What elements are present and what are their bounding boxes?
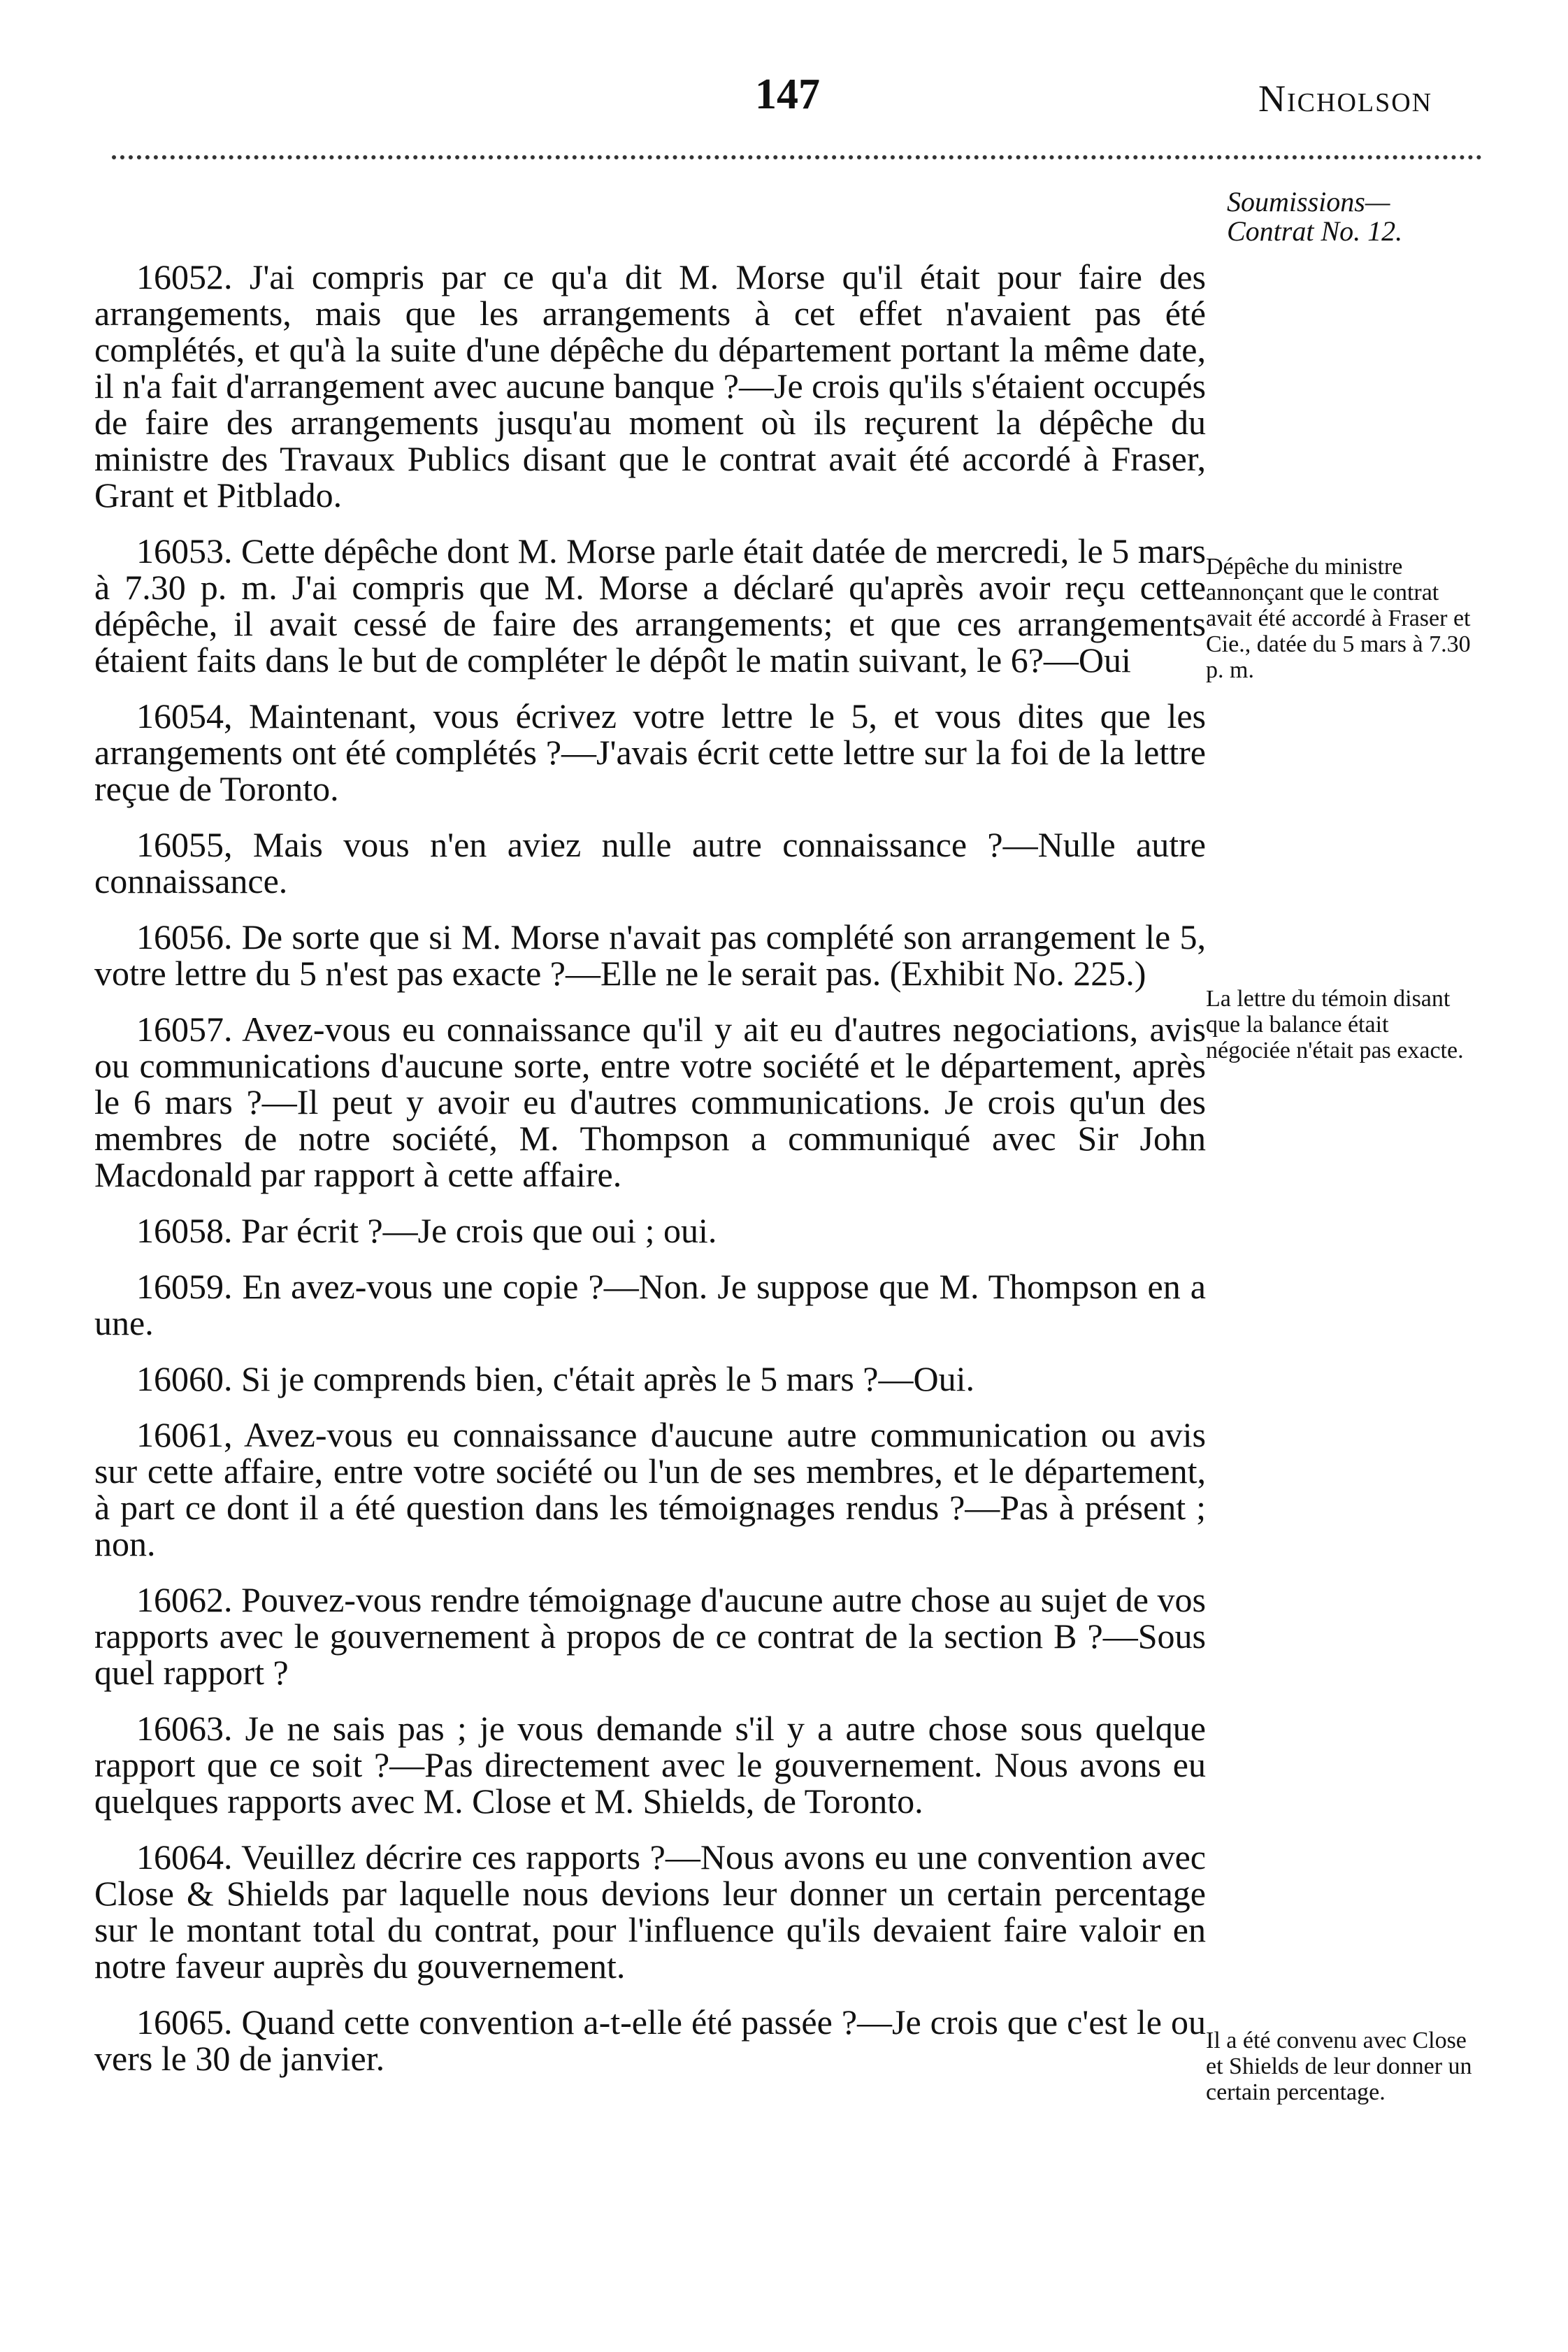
margin-note-convention: Il a été convenu avec Close et Shields de leur donner un certain percentage.: [1206, 2028, 1472, 2105]
question-16056: 16056. De sorte que si M. Morse n'avait pas complété son arrangement le 5, votre lettre du 5 n'est pas exacte ?—Elle ne le serait pas. (Exhibit No. 225.): [94, 917, 1206, 993]
section-note-line: Soumissions—: [1227, 186, 1390, 217]
question-16058: 16058. Par écrit ?—Je crois que oui ; oui.: [136, 1211, 717, 1250]
question-16064: 16064. Veuillez décrire ces rapports ?—Nous avons eu une convention avec Close & Shields par laquelle nous devions leur donner un certain percentage sur le montant total du contrat, pour l'influence qu'ils devaient faire valoir en notre faveur auprès du gouvernement.: [94, 1837, 1206, 1986]
section-note-line: Contrat No. 12.: [1227, 215, 1403, 247]
question-16062: 16062. Pouvez-vous rendre témoignage d'aucune autre chose au sujet de vos rapports avec le gouvernement à propos de ce contrat de la section B ?—Sous quel rapport ?: [94, 1580, 1206, 1692]
running-head: Nicholson: [1258, 78, 1433, 120]
question-16055: 16055, Mais vous n'en aviez nulle autre connaissance ?—Nulle autre connaissance.: [94, 825, 1206, 901]
question-16059: 16059. En avez-vous une copie ?—Non. Je suppose que M. Thompson en a une.: [94, 1267, 1206, 1342]
question-16054: 16054, Maintenant, vous écrivez votre lettre le 5, et vous dites que les arrangements ont été complétés ?—J'avais écrit cette lettre sur la foi de la lettre reçue de Toronto.: [94, 696, 1206, 808]
question-16052: 16052. J'ai compris par ce qu'a dit M. Morse qu'il était pour faire des arrangements, mais que les arrangements à cet effet n'avaient pas été complétés, et qu'à la suite d'une dépêche du département portant la même date, il n'a fait d'arrangement avec aucune banque ?—Je crois qu'ils s'étaient occupés de faire des arrangements jusqu'au moment où ils reçurent la dépêche du ministre des Travaux Publics disant que le contrat avait été accordé à Fraser, Grant et Pitblado.: [94, 257, 1206, 515]
page-number: 147: [755, 71, 820, 118]
testimony-text: [94, 259, 1206, 2096]
question-16063: 16063. Je ne sais pas ; je vous demande s'il y a autre chose sous quelque rapport que ce soit ?—Pas directement avec le gouvernement. Nous avons eu quelques rapports avec M. Close et M. Shields, de Toronto.: [94, 1709, 1206, 1821]
question-16060: 16060. Si je comprends bien, c'était après le 5 mars ?—Oui.: [136, 1359, 974, 1398]
page-header: [0, 0, 1568, 168]
question-16053: 16053. Cette dépêche dont M. Morse parle était datée de mercredi, le 5 mars à 7.30 p. m. J'ai compris que M. Morse a déclaré qu'après avoir reçu cette dépêche, il avait cessé de faire des arrangements; et que ces arrangements étaient faits dans le but de compléter le dépôt le matin suivant, le 6?—Oui: [94, 531, 1206, 680]
question-16057: 16057. Avez-vous eu connaissance qu'il y ait eu d'autres negociations, avis ou communications d'aucune sorte, entre votre société et le département, après le 6 mars ?—Il peut y avoir eu d'autres communications. Je crois qu'un des membres de notre société, M. Thompson a communiqué avec Sir John Macdonald par rapport à cette affaire.: [94, 1010, 1206, 1194]
question-16065: 16065. Quand cette convention a-t-elle été passée ?—Je crois que c'est le ou vers le 30 de janvier.: [94, 2002, 1206, 2078]
question-16061: 16061, Avez-vous eu connaissance d'aucune autre communication ou avis sur cette affaire, entre votre société ou l'un de ses membres, et le département, à part ce dont il a été question dans les témoignages rendus ?—Pas à présent ; non.: [94, 1415, 1206, 1563]
header-rule: [112, 155, 1482, 159]
margin-note-lettre: La lettre du témoin disant que la balance était négociée n'était pas exacte.: [1206, 986, 1464, 1063]
margin-note-depeche: Dépêche du ministre annonçant que le contrat avait été accordé à Fraser et Cie., datée du 5 mars à 7.30 p. m.: [1206, 554, 1471, 683]
section-note: [1227, 187, 1458, 246]
